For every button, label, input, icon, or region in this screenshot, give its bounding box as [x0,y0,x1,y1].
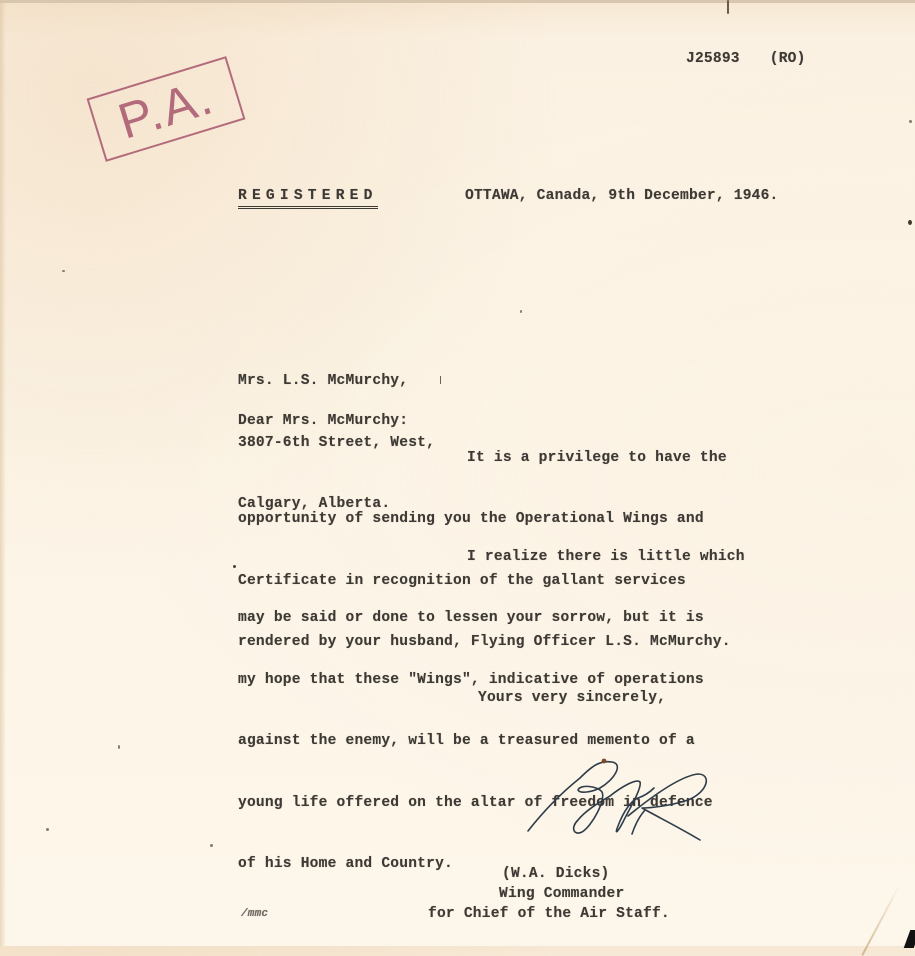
salutation: Dear Mrs. McMurchy: [238,413,409,429]
signatory-for-line: for Chief of the Air Staff. [428,906,670,922]
paper-speck [233,565,236,568]
paper-left-edge [0,0,6,946]
signatory-name: (W.A. Dicks) [502,866,610,882]
address-line: 3807-6th Street, West, [238,434,436,451]
paragraph-line: may be said or done to lessen your sorrow, but it is [238,610,704,626]
paper-speck [908,220,912,225]
paper-fold-line [861,884,900,956]
registered-label: REGISTERED [238,188,378,209]
page-corner-shadow [904,930,915,948]
paper-speck [210,844,213,847]
reference-suffix: (RO) [769,51,806,67]
signatory-title: Wing Commander [499,886,625,902]
paragraph-line: of his Home and Country. [238,856,453,872]
paragraph-line: opportunity of sending you the Operational Wings and [238,511,704,527]
paper-speck [727,0,729,14]
paper-speck [62,270,65,272]
paper-top-edge [0,0,915,3]
paragraph-line: my hope that these "Wings", indicative of operations [238,671,704,688]
handwritten-signature [520,748,730,853]
pa-stamp [87,56,246,162]
paragraph-2-first-line: I realize there is little which [467,549,745,565]
paragraph-line: young life offered on the altar of freedom in defence [238,794,713,811]
paper-speck [520,310,522,313]
typist-initials: /mmc [241,908,269,920]
reference-number [686,49,806,70]
paper-speck [46,828,49,831]
address-line: Calgary, Alberta. [238,496,391,512]
paragraph-line: against the enemy, will be a treasured memento of a [238,733,695,749]
paper-speck [909,120,912,123]
paragraph-line: Certificate in recognition of the gallant services [238,572,686,589]
closing: Yours very sincerely, [478,690,667,706]
paragraph-line: rendered by your husband, Flying Officer L.S. McMurchy. [238,634,731,650]
paragraph-1-first-line: It is a privilege to have the [467,450,727,466]
paper-speck [440,376,441,384]
pa-stamp-text: P.A. [111,68,221,150]
address-line: Mrs. L.S. McMurchy, [238,373,409,389]
reference-code: J25893 [686,51,740,67]
paper-speck [118,745,120,749]
dateline: OTTAWA, Canada, 9th December, 1946. [465,188,779,204]
